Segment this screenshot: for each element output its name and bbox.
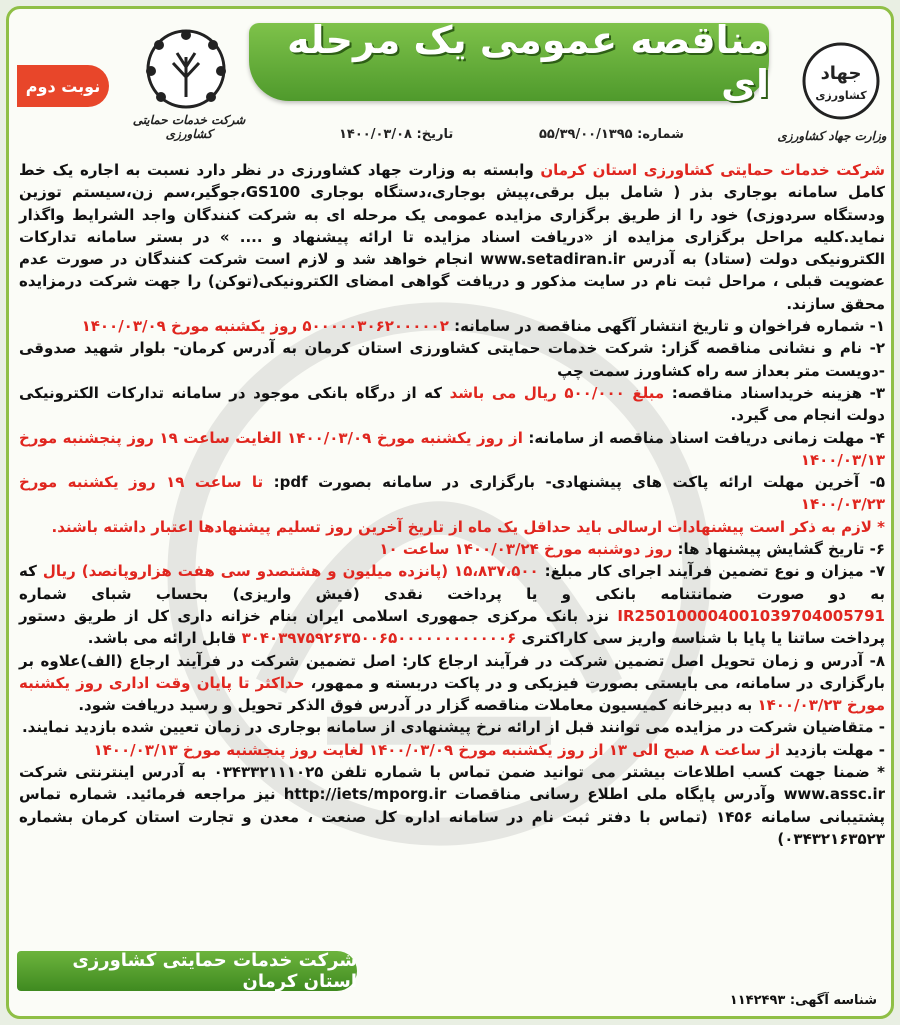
item-7-sheba: IR250100004001039704005791	[617, 606, 885, 625]
visit-deadline-value: از ساعت ۸ صبح الی ۱۳ از روز یکشنبه مورخ ۱۴۰۰/۰۳/۰۹ لغایت روز پنجشنبه مورخ ۱۴۰۰/۰۳/۱۳	[93, 740, 781, 759]
item-2: ۲- نام و نشانی مناقصه گزار: شرکت خدمات حمایتی کشاورزی استان کرمان به آدرس کرمان- بلوار شهید صدوقی -دویست متر بعداز سه راه کشاورز سمت چپ	[19, 339, 885, 380]
company-logo-icon	[141, 27, 231, 111]
item-8-text-b: به دبیرخانه کمیسیون معاملات مناقصه گزار در آدرس فوق الذکر تحویل و رسید دریافت شود.	[78, 696, 758, 715]
visit-deadline-label: - مهلت بازدید	[780, 740, 885, 759]
round-badge: نوبت دوم	[17, 65, 109, 107]
item-5-value: تا ساعت ۱۹ روز یکشنبه مورخ ۱۴۰۰/۰۳/۲۳	[19, 473, 885, 514]
item-5	[19, 471, 885, 516]
item-7-rest2: نزد بانک مرکزی جمهوری اسلامی ایران بنام خزانه داری کل از طریق دستور پرداخت ساتنا یا پایا با شناسه واریز سی کاراکتری	[19, 606, 885, 648]
page-title: مناقصه عمومی یک مرحله ای	[287, 18, 769, 106]
item-3-value: مبلغ ۵۰۰/۰۰۰ ریال می باشد	[449, 383, 665, 402]
notice-number: شماره: ۵۵/۳۹/۰۰/۱۳۹۵	[539, 127, 684, 142]
item-6	[19, 538, 885, 560]
header	[9, 9, 891, 159]
title-banner	[249, 18, 769, 106]
item-8	[19, 650, 885, 717]
ad-id: شناسه آگهی: ۱۱۴۲۴۹۳	[729, 993, 877, 1008]
item-3-rest: که از درگاه بانکی موجود در سامانه تدارکات الکترونیکی دولت انجام می گیرد.	[19, 383, 885, 425]
ministry-logo-text-top: جهاد	[820, 63, 862, 84]
item-7-rest3: قابل ارائه می باشد.	[87, 629, 242, 648]
item-8-deadline: حداکثر تا پایان وقت اداری روز یکشنبه مورخ ۱۴۰۰/۰۳/۲۳	[19, 673, 885, 715]
item-4	[19, 427, 885, 472]
contact-note: * ضمنا جهت کسب اطلاعات بیشتر می توانید ضمن تماس با شماره تلفن ۰۳۴۳۳۲۱۱۱۰۲۵ به آدرس اینترنتی شرکت www.assc.ir وآدرس پایگاه ملی اطلاع رسانی مناقصات http://iets/mporg.ir نیز مراجعه فرمائید. شماره تماس پشتیبانی سامانه ۱۴۵۶ (تماس با دفتر ثبت نام در سامانه اداره کل صنعت ، معدن و تجارت استان کرمان بشماره ۰۳۴۳۲۱۶۳۵۲۳)	[19, 763, 885, 848]
item-7-shenase: ۳۰۴۰۳۹۷۵۹۲۶۳۵۰۰۶۵۰۰۰۰۰۰۰۰۰۰۰۰۶	[241, 629, 517, 648]
item-7	[19, 560, 885, 649]
intro-text: وابسته به وزارت جهاد کشاورزی در نظر دارد نسبت به اجاره یک خط کامل سامانه بوجاری بذر ( شامل بیل برقی،پیش بوجاری،دستگاه بوجاری GS100،جوگیر،سم زن،سیستم توزین ودستگاه سردوزی) خود را از طریق برگزاری مزایده عمومی یک مرحله ای به شرکت کنندگان واجد الشرایط واگذار نماید.کلیه مراحل برگزاری مزایده از «دریافت اسناد مزایده تا ارائه پیشنهاد و .... » در بستر سامانه تدارکات الکترونیکی دولت (ستاد) به آدرس www.setadiran.ir انجام خواهد شد و لازم است شرکت کنندگان در صورت عدم عضویت قبلی ، مراحل ثبت نام در سایت مذکور و دریافت گواهی امضای الکترونیکی(توکن) را جهت شرکت درمزایده محقق سازند.	[19, 161, 885, 313]
visit-deadline	[19, 739, 885, 761]
item-7-value: ۱۵،۸۳۷،۵۰۰ (پانزده میلیون و هشتصدو سی هفت هزاروپانصد) ریال	[42, 562, 539, 581]
notice-date: تاریخ: ۱۴۰۰/۰۳/۰۸	[339, 127, 454, 142]
item-1-label: ۱- شماره فراخوان و تاریخ انتشار آگهی مناقصه در سامانه:	[448, 317, 885, 336]
item-3-label: ۳- هزینه خریداسناد مناقصه:	[664, 383, 885, 402]
item-4-label: ۴- مهلت زمانی دریافت اسناد مناقصه از سامانه:	[522, 428, 886, 447]
visit-note: - متقاضیان شرکت در مزایده می توانند قبل از ارائه نرخ پیشنهادی از سامانه بوجاری در زمان تعیین شده بازدید نمایند.	[21, 718, 885, 737]
company-name: شرکت خدمات حمایتی کشاورزی استان کرمان	[540, 161, 885, 179]
item-7-label: ۷- میزان و نوع تضمین فرآیند اجرای کار مبلغ:	[538, 562, 885, 581]
item-6-value: روز دوشنبه مورخ ۱۴۰۰/۰۳/۲۴ ساعت ۱۰	[379, 540, 673, 559]
validity-note: * لازم به ذکر است پیشنهادات ارسالی باید حداقل یک ماه از تاریخ آخرین روز تسلیم پیشنهادها اعتبار داشته باشند.	[51, 517, 885, 536]
intro-paragraph	[19, 159, 885, 315]
tender-notice	[6, 6, 894, 1019]
item-1	[19, 315, 885, 337]
item-1-value: ۵۰۰۰۰۰۳۰۶۲۰۰۰۰۰۲ روز یکشنبه مورخ ۱۴۰۰/۰۳/۰۹	[81, 317, 449, 336]
left-logo-caption: شرکت خدمات حمایتی کشاورزی	[132, 113, 246, 141]
ministry-logo-text-bottom: کشاورزی	[815, 89, 867, 102]
item-6-label: ۶- تاریخ گشایش پیشنهاد ها:	[672, 540, 885, 559]
ministry-logo-icon	[801, 41, 881, 121]
item-8-text-a: ۸- آدرس و زمان تحویل اصل تضمین شرکت در فرآیند ارجاع کار: اصل تضمین شرکت در فرآیند ارجاع (الف)علاوه بر بارگزاری در سامانه، می بایستی بصورت فیزیکی و در پاکت دربسته و ممهور،	[19, 651, 885, 692]
item-4-value: از روز یکشنبه مورخ ۱۴۰۰/۰۳/۰۹ الغایت ساعت ۱۹ روز پنجشنبه مورخ ۱۴۰۰/۰۳/۱۳	[19, 428, 885, 469]
item-7-rest: که به دو صورت ضمانتنامه بانکی و یا پرداخت نقدی (فیش واریزی) بحساب شبای شماره	[19, 562, 885, 603]
item-3	[19, 382, 885, 427]
notice-body	[19, 159, 885, 919]
right-logo-caption: وزارت جهاد کشاورزی	[777, 129, 887, 143]
footer-company-banner: شرکت خدمات حمایتی کشاورزی استان کرمان	[17, 951, 357, 991]
item-5-label: ۵- آخرین مهلت ارائه پاکت های پیشنهادی- بارگزاری در سامانه بصورت pdf:	[263, 473, 885, 492]
